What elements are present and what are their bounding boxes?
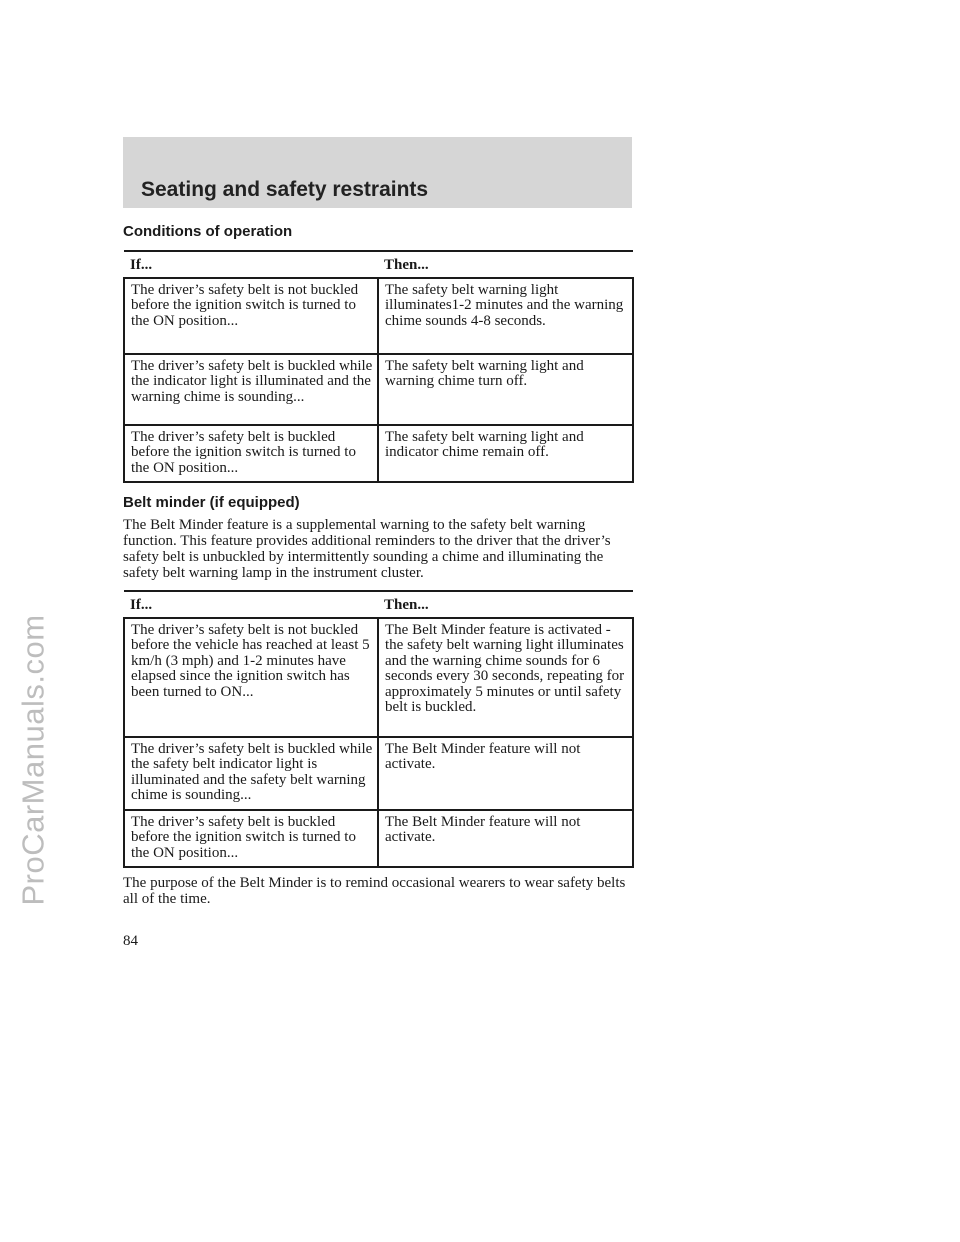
col-header-if: If...: [124, 251, 378, 278]
table-row: [124, 278, 633, 354]
result-cell: The Belt Minder feature is activated - the safety belt warning light illuminates and the warning chime sounds for 6 seconds every 30 seconds, repeating for approximately 5 minutes or until safety belt is buckled.: [378, 618, 633, 737]
table-row: [124, 810, 633, 868]
col-header-then: Then...: [378, 591, 633, 618]
condition-cell: The driver’s safety belt is not buckled before the vehicle has reached at least 5 km/h (3 mph) and 1-2 minutes have elapsed since the ignition switch has been turned to ON...: [124, 618, 378, 737]
belt-minder-closing: The purpose of the Belt Minder is to remind occasional wearers to wear safety belts all of the time.: [123, 875, 626, 907]
condition-cell: The driver’s safety belt is buckled before the ignition switch is turned to the ON position...: [124, 810, 378, 868]
conditions-table: [123, 250, 634, 483]
conditions-heading: Conditions of operation: [123, 223, 293, 240]
page-content: [123, 220, 632, 907]
condition-cell: The driver’s safety belt is not buckled before the ignition switch is turned to the ON position...: [124, 278, 378, 354]
table-row: [124, 618, 633, 737]
table-header-row: [124, 251, 633, 278]
page-number: 84: [123, 933, 138, 949]
table-row: [124, 737, 633, 810]
belt-minder-table: [123, 590, 634, 868]
result-cell: The safety belt warning light and indicator chime remain off.: [378, 425, 633, 483]
belt-minder-heading: Belt minder (if equipped): [123, 494, 300, 511]
section-title: Seating and safety restraints: [141, 178, 429, 201]
table-header-row: [124, 591, 633, 618]
watermark-text: ProCarManuals.com: [16, 614, 52, 906]
result-cell: The safety belt warning light illuminates1-2 minutes and the warning chime sounds 4-8 seconds.: [378, 278, 633, 354]
result-cell: The Belt Minder feature will not activate.: [378, 737, 633, 810]
condition-cell: The driver’s safety belt is buckled while the safety belt indicator light is illuminated and the safety belt warning chime is sounding...: [124, 737, 378, 810]
table-row: [124, 354, 633, 425]
watermark: [12, 500, 56, 1020]
table-row: [124, 425, 633, 483]
condition-cell: The driver’s safety belt is buckled while the indicator light is illuminated and the warning chime is sounding...: [124, 354, 378, 425]
col-header-then: Then...: [378, 251, 633, 278]
section-header: [123, 137, 632, 208]
belt-minder-intro: The Belt Minder feature is a supplemental warning to the safety belt warning function. This feature provides additional reminders to the driver that the driver’s safety belt is unbuckled by intermittently sounding a chime and illuminating the safety belt warning lamp in the instrument cluster.: [123, 517, 611, 581]
col-header-if: If...: [124, 591, 378, 618]
condition-cell: The driver’s safety belt is buckled before the ignition switch is turned to the ON position...: [124, 425, 378, 483]
result-cell: The safety belt warning light and warning chime turn off.: [378, 354, 633, 425]
result-cell: The Belt Minder feature will not activate.: [378, 810, 633, 868]
